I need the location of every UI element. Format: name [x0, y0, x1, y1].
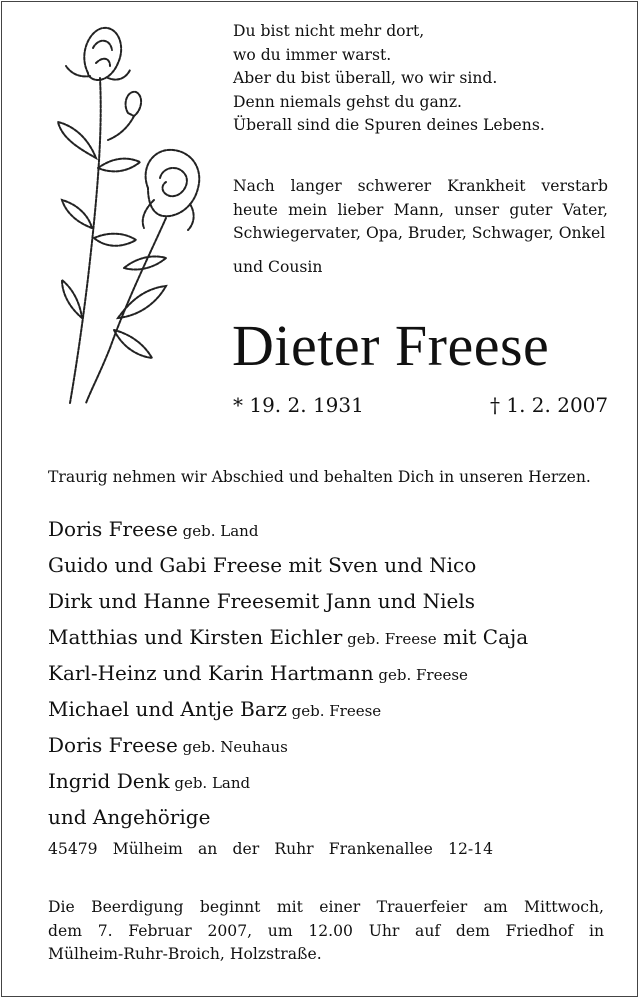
deceased-name: Dieter Freese — [232, 313, 550, 378]
funeral-info — [48, 896, 604, 967]
poem-line: Überall sind die Spuren deines Lebens. — [233, 116, 545, 134]
mourner-row — [48, 800, 528, 836]
mourner-name: Doris Freese — [48, 733, 178, 757]
maiden-name: geb. Land — [169, 774, 251, 792]
mourner-name: Michael und Antje Barz — [48, 697, 287, 721]
maiden-name: geb. Freese — [373, 666, 468, 684]
funeral-line: Die Beerdigung beginnt mit einer Trauerfeier am Mittwoch, — [48, 898, 604, 916]
poem-line: Denn niemals gehst du ganz. — [233, 92, 463, 111]
announcement-last-line: und Cousin — [233, 257, 323, 276]
poem — [233, 20, 593, 138]
poem-line: wo du immer warst. — [233, 45, 392, 64]
poem-line: Du bist nicht mehr dort, — [233, 22, 425, 40]
mourner-row — [48, 656, 528, 692]
funeral-line: dem 7. Februar 2007, um 12.00 Uhr auf dem Friedhof in — [48, 921, 604, 940]
mourner-name: Karl-Heinz und Karin Hartmann — [48, 661, 374, 685]
mourner-suffix: mit Caja — [436, 625, 529, 649]
mourner-row — [48, 620, 528, 656]
mourner-row — [48, 584, 528, 620]
mourner-name: Dirk und Hanne Freesemit Jann und Niels — [48, 589, 476, 613]
death-announcement — [233, 175, 608, 279]
mourner-name: Doris Freese — [48, 517, 178, 541]
mourner-name: Guido und Gabi Freese mit Sven und Nico — [48, 553, 477, 577]
mourner-name: Ingrid Denk — [48, 769, 170, 793]
mourner-row — [48, 728, 528, 764]
mourner-row — [48, 548, 528, 584]
maiden-name: geb. Freese — [286, 702, 382, 720]
mourner-name: und Angehörige — [48, 805, 211, 829]
mourner-row — [48, 692, 528, 728]
maiden-name: geb. Neuhaus — [177, 738, 288, 756]
poem-line: Aber du bist überall, wo wir sind. — [233, 69, 498, 87]
rose-icon — [48, 18, 208, 413]
funeral-line: Mülheim-Ruhr-Broich, Holzstraße. — [48, 945, 322, 963]
mourner-name: Matthias und Kirsten Eichler — [48, 625, 343, 649]
mourner-row — [48, 764, 528, 800]
farewell-line: Traurig nehmen wir Abschied und behalten Dich in unseren Herzen. — [48, 468, 591, 486]
maiden-name: geb. Freese — [342, 630, 437, 648]
mourners-list — [48, 512, 528, 836]
family-address: 45479 Mülheim an der Ruhr Frankenallee 12-14 — [48, 840, 493, 858]
death-date: † 1. 2. 2007 — [490, 393, 609, 417]
maiden-name: geb. Land — [177, 522, 259, 540]
birth-date: * 19. 2. 1931 — [233, 393, 364, 417]
mourner-row — [48, 512, 528, 548]
announcement-text: Nach langer schwerer Krankheit verstarb heute mein lieber Mann, unser guter Vater, Schwiegervater, Opa, Bruder, Schwager, Onkel — [233, 177, 608, 242]
